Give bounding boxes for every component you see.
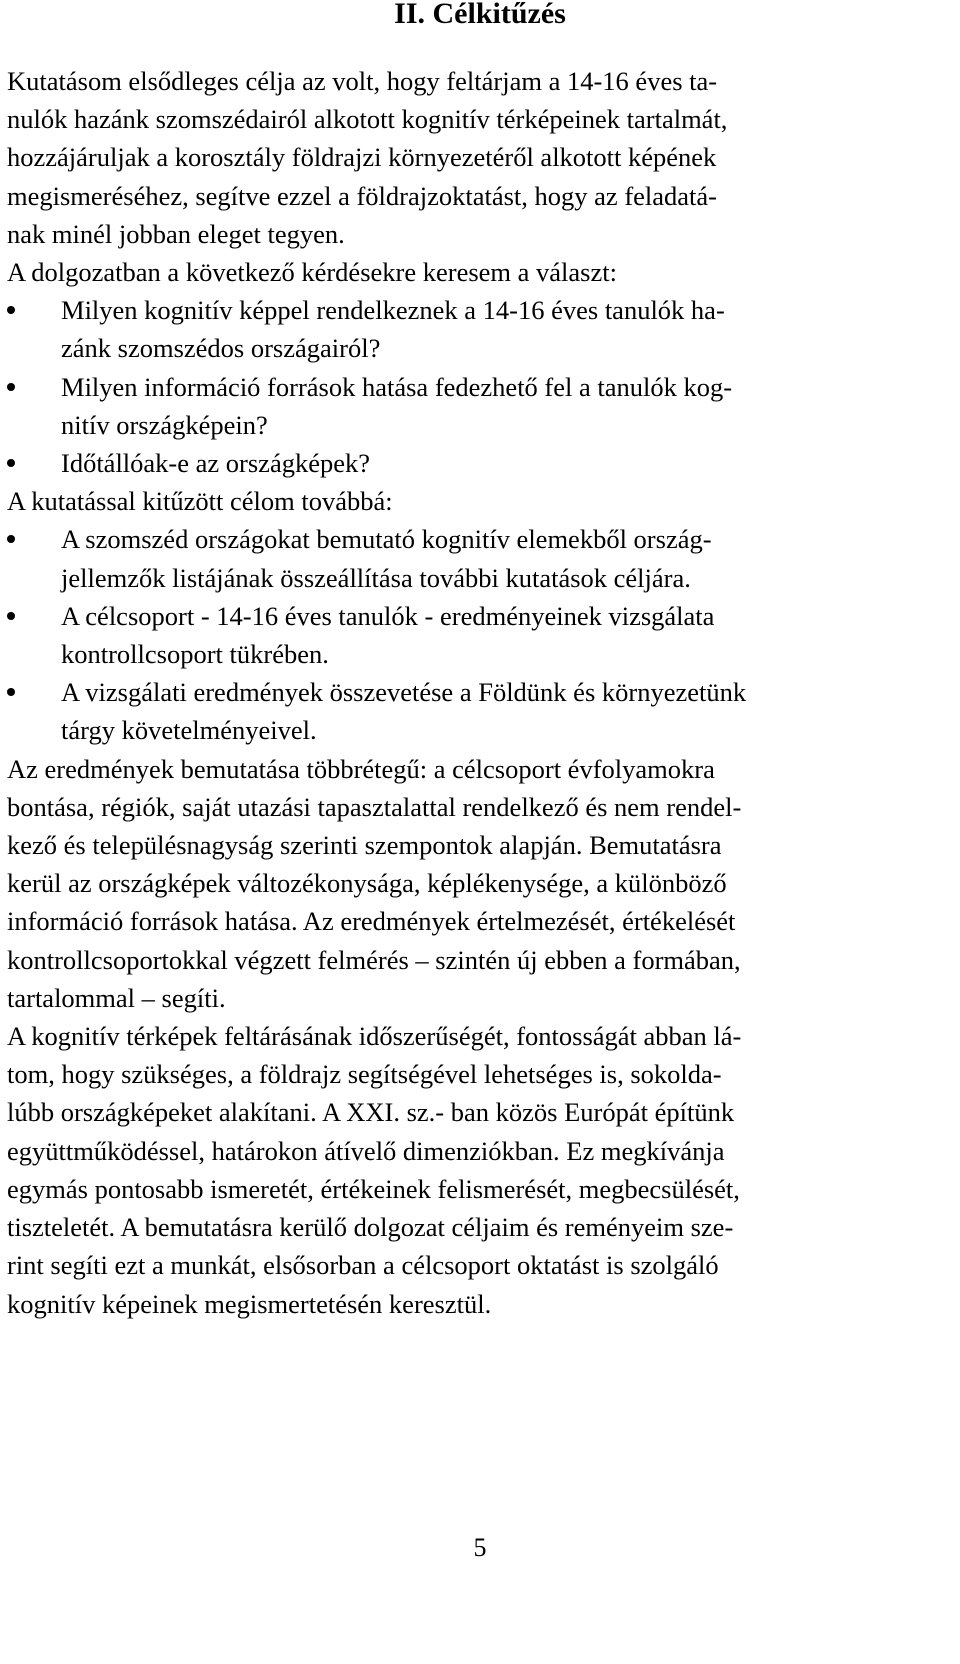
question-text: Időtállóak-e az országképek? xyxy=(61,448,370,479)
question-text: Milyen kognitív képpel rendelkeznek a 14-16 éves tanulók ha- zánk szomszédos országairól? xyxy=(61,295,725,364)
bullet-icon xyxy=(7,612,15,620)
intro-paragraph: Kutatásom elsődleges célja az volt, hogy feltárjam a 14-16 éves ta- nulók hazánk szomszédairól alkotott kognitív térképeinek tartalmát, hozzájáruljak a korosztály földrajzi környezetéről alkotott képének megismeréséhez, segítve ezzel a földrajzoktatást, hogy az feladatá- nak minél jobban eleget tegyen. xyxy=(7,66,728,249)
goal-item xyxy=(7,520,948,596)
goal-text: A célcsoport - 14-16 éves tanulók - eredményeinek vizsgálata kontrollcsoport tükrében. xyxy=(61,600,715,670)
question-text: Milyen információ források hatása fedezhető fel a tanulók kog- nitív országképein? xyxy=(61,371,733,440)
document-body xyxy=(7,62,948,1323)
closing-paragraph: A kognitív térképek feltárásának időszerűségét, fontosságát abban lá- tom, hogy szükséges, a földrajz segítségével lehetséges is, sokolda- lúbb országképeket alakítani. A XXI. sz.- ban közös Európát építünk együttműködéssel, határokon átívelő dimenziókban. Ez megkívánja egymás pontosabb ismeretét, értékeinek felismerését, megbecsülését, tiszteletét. A bemutatásra kerülő dolgozat céljaim és reményeim sze- rint segíti ezt a munkát, elsősorban a célcsoport oktatást is szolgáló kognitív képeinek megismertetésén keresztül. xyxy=(7,1021,742,1319)
results-paragraph: Az eredmények bemutatása többrétegű: a célcsoport évfolyamokra bontása, régiók, saját utazási tapasztalattal rendelkező és nem rendel- kező és településnagyság szerinti szempontok alapján. Bemutatásra kerül az országképek változékonysága, képlékenysége, a különböző információ források hatása. Az eredmények értelmezését, értékelését kontrollcsoportokkal végzett felmérés – szintén új ebben a formában, tartalommal – segíti. xyxy=(7,753,742,1013)
goal-item xyxy=(7,597,948,673)
question-item xyxy=(7,368,948,444)
questions-list xyxy=(7,291,948,482)
goals-list xyxy=(7,520,948,749)
bullet-icon xyxy=(7,688,15,696)
bullet-icon xyxy=(7,459,15,467)
question-item xyxy=(7,291,948,367)
bullet-icon xyxy=(7,306,15,314)
page-title: II. Célkitűzés xyxy=(394,0,566,30)
goal-text: A szomszéd országokat bemutató kognitív elemekből ország- jellemzők listájának összeállítása további kutatások céljára. xyxy=(61,524,712,593)
goals-intro: A kutatással kitűzött célom továbbá: xyxy=(7,486,393,517)
goal-item xyxy=(7,673,948,749)
goal-text: A vizsgálati eredmények összevetése a Földünk és környezetünk tárgy követelményeivel. xyxy=(61,677,747,746)
page-number: 5 xyxy=(473,1533,487,1562)
question-item xyxy=(7,444,948,482)
bullet-icon xyxy=(7,383,15,391)
bullet-icon xyxy=(7,535,15,543)
questions-intro: A dolgozatban a következő kérdésekre keresem a választ: xyxy=(7,257,617,288)
